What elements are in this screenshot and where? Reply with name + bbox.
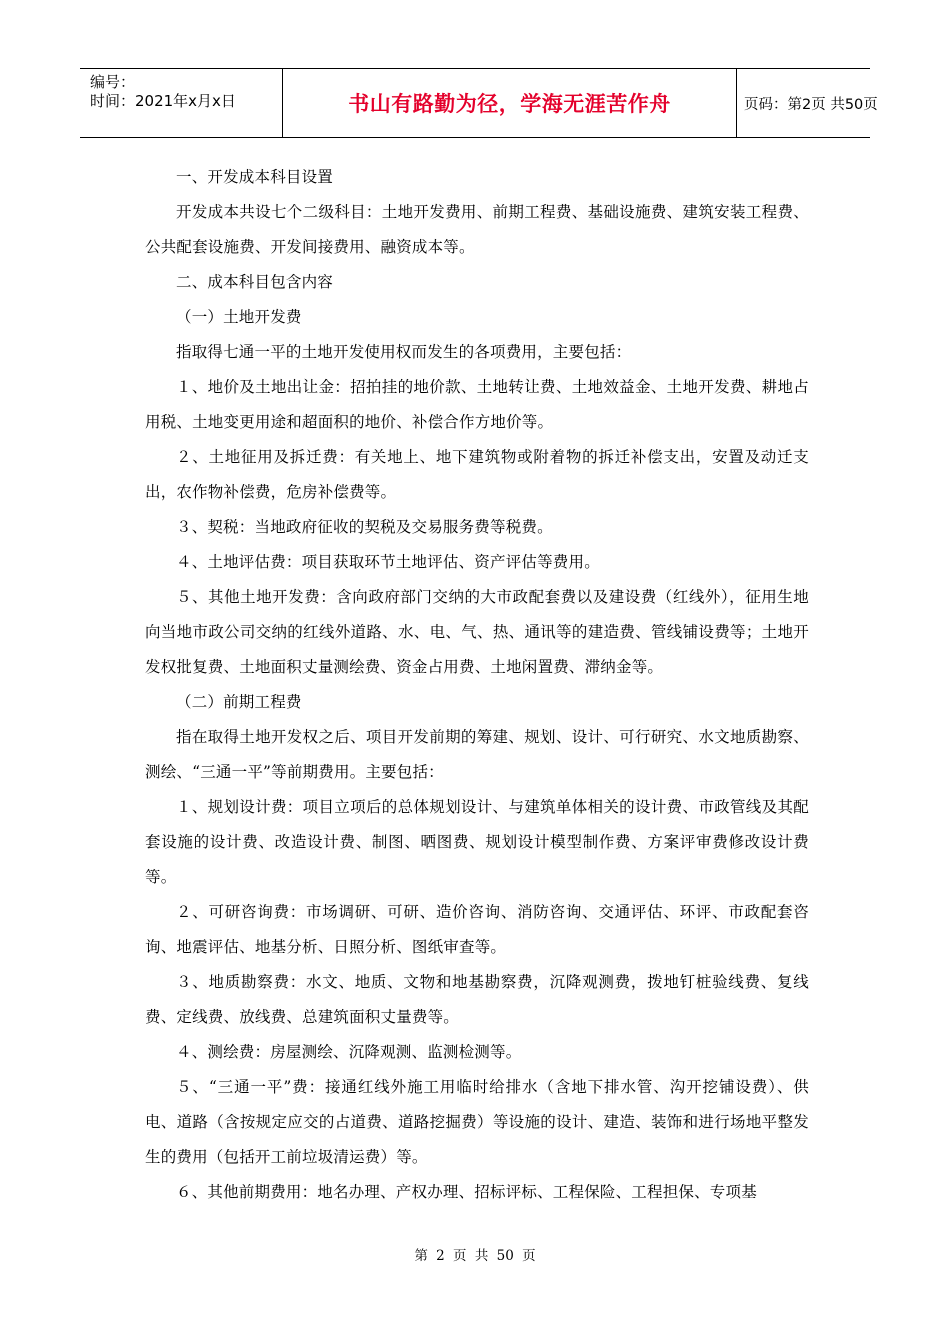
serial-label: 编号： [90, 73, 136, 91]
paragraph: 开发成本共设七个二级科目：土地开发费用、前期工程费、基础设施费、建筑安装工程费、公共配套设施费、开发间接费用、融资成本等。 [145, 203, 809, 256]
list-item: １、地价及土地出让金：招拍挂的地价款、土地转让费、土地效益金、土地开发费、耕地占用税、土地变更用途和超面积的地价、补偿合作方地价等。 [145, 378, 809, 431]
subsection-heading: （二）前期工程费 [176, 693, 302, 711]
header-motto-cell [282, 69, 737, 137]
motto-text: 书山有路勤为径，学海无涯苦作舟 [348, 92, 671, 116]
header-meta [80, 69, 282, 137]
section-heading: 一、开发成本科目设置 [176, 168, 334, 186]
date-label: 时间：2021年x月x日 [90, 92, 236, 110]
list-item: ４、土地评估费：项目获取环节土地评估、资产评估等费用。 [176, 553, 600, 571]
paragraph: 指在取得土地开发权之后、项目开发前期的筹建、规划、设计、可行研究、水文地质勘察、测绘、“三通一平”等前期费用。主要包括： [145, 728, 809, 781]
list-item: ２、可研咨询费：市场调研、可研、造价咨询、消防咨询、交通评估、环评、市政配套咨询、地震评估、地基分析、日照分析、图纸审查等。 [145, 903, 809, 956]
header-page-cell [736, 69, 878, 137]
list-item: １、规划设计费：项目立项后的总体规划设计、与建筑单体相关的设计费、市政管线及其配套设施的设计费、改造设计费、制图、晒图费、规划设计模型制作费、方案评审费修改设计费等。 [145, 798, 809, 886]
document-body [145, 160, 809, 1210]
list-item: ３、地质勘察费：水文、地质、文物和地基勘察费，沉降观测费，拨地钉桩验线费、复线费、定线费、放线费、总建筑面积丈量费等。 [145, 973, 809, 1026]
list-item: ２、土地征用及拆迁费：有关地上、地下建筑物或附着物的拆迁补偿支出，安置及动迁支出，农作物补偿费，危房补偿费等。 [145, 448, 809, 501]
document-header [80, 68, 878, 138]
list-item: ４、测绘费：房屋测绘、沉降观测、监测检测等。 [176, 1043, 522, 1061]
list-item: ５、其他土地开发费：含向政府部门交纳的大市政配套费以及建设费（红线外），征用生地向当地市政公司交纳的红线外道路、水、电、气、热、通讯等的建造费、管线铺设费等；土地开发权批复费、土地面积丈量测绘费、资金占用费、土地闲置费、滞纳金等。 [145, 588, 809, 676]
paragraph: 指取得七通一平的土地开发使用权而发生的各项费用，主要包括： [176, 343, 632, 361]
list-item: ３、契税：当地政府征收的契税及交易服务费等税费。 [176, 518, 553, 536]
page-footer: 第 2 页 共 50 页 [414, 1248, 536, 1264]
list-item: ５、“三通一平”费：接通红线外施工用临时给排水（含地下排水管、沟开挖铺设费）、供电、道路（含按规定应交的占道费、道路挖掘费）等设施的设计、建造、装饰和进行场地平整发生的费用（包括开工前垃圾清运费）等。 [145, 1078, 809, 1166]
section-heading: 二、成本科目包含内容 [176, 273, 334, 291]
page-code: 页码：第2页 共50页 [744, 96, 878, 113]
list-item: ６、其他前期费用：地名办理、产权办理、招标评标、工程保险、工程担保、专项基 [176, 1183, 757, 1201]
subsection-heading: （一）土地开发费 [176, 308, 302, 326]
